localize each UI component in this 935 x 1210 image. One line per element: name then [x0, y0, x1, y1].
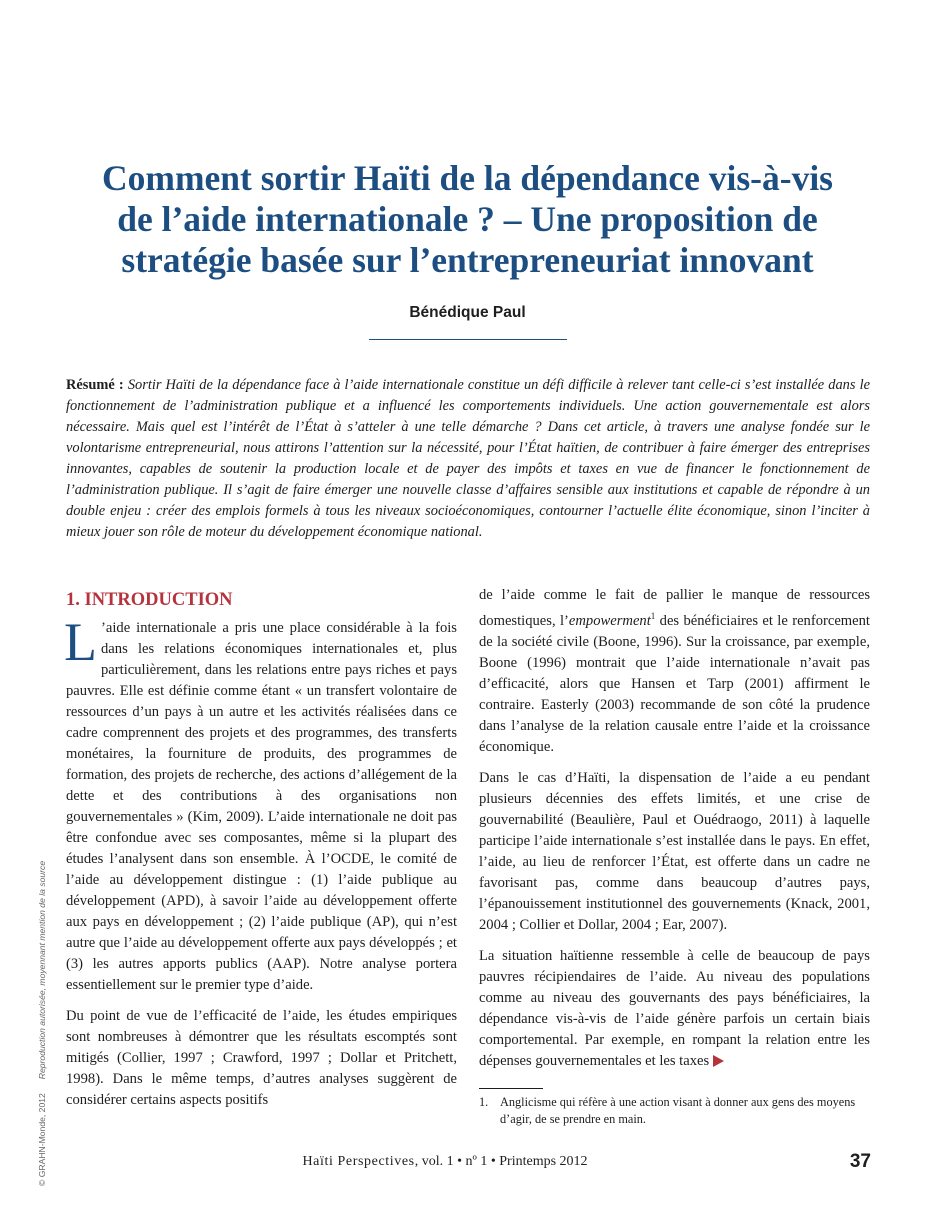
continue-arrow-icon — [713, 1055, 724, 1067]
section-heading: 1. INTRODUCTION — [66, 590, 233, 610]
journal-name: Haïti Perspectives — [302, 1154, 415, 1169]
paragraph-text: des bénéficiaires et le renforcement de la société civile (Boone, 1996). Sur la croissance, par exemple, Boone (1996) montrait que l’aide internationale n’avait pas d’efficacité, alors que Hansen et Tarp (2001) affirment le contraire. Easterly (2003) recommande de son côté la prudence dans l’analyse de la relation causale entre l’aide et la croissance économique. — [479, 612, 870, 755]
footnote-ref[interactable]: 1 — [650, 611, 656, 621]
page-number: 37 — [849, 1151, 871, 1172]
paragraph-text: ’aide internationale a pris une place considérable à la fois dans les relations économiques internationales et, plus particulièrement, dans les relations entre pays riches et pays pauvres. Elle est définie comme étant « un transfert volontaire de ressources d’un pays à un autre et les activités réalisées dans ce cadre comprennent des projets et des programmes, des transferts monétaires, la fourniture de produits, des programmes de formation, des projets de recherche, des actions d’allégement de la dette et des contributions à des organisations non gouvernementales » (Kim, 2009). L’aide internationale ne doit pas être confondue avec ses composantes, même si la plupart des études l’analysent dans son ensemble. À l’OCDE, le comité de l’aide au développement distingue : (1) l’aide publique au développement (APD), à savoir l’aide au développement offerte aux pays en développement ; (2) l’aide publique (AP), qui n’est autre que l’aide au développement offerte aux pays développés ; et (3) les autres apports publics (AAP). Notre analyse portera essentiellement sur le premier type d’aide. — [66, 620, 457, 993]
paragraph: Du point de vue de l’efficacité de l’aide, les études empiriques sont nombreuses à démontrer que les résultats escomptés sont mitigés (Collier, 1997 ; Crawford, 1997 ; Dollar et Pritchett, 1998). Dans le même temps, d’autres analyses suggèrent de considérer certains aspects positifs — [66, 1008, 457, 1108]
paragraph — [479, 585, 870, 758]
paragraph — [479, 946, 870, 1072]
side-copyright — [37, 861, 47, 1186]
footnote-number: 1. — [479, 1095, 489, 1109]
title-line: Comment sortir Haïti de la dépendance vis-à-vis — [102, 158, 833, 198]
left-column — [66, 585, 457, 1121]
author-name: Bénédique Paul — [409, 304, 526, 321]
footnote — [479, 1094, 870, 1128]
paragraph: Dans le cas d’Haïti, la dispensation de l’aide a eu pendant plusieurs décennies des effets limités, et une crise de gouvernabilité (Beaulière, Paul et Ouédraogo, 2011) à laquelle participe l’aide internationale s’est installée dans le pays. En effet, l’aide, au lieu de renforcer l’État, est offerte dans un cadre ne favorisant pas, comme dans beaucoup d’autres pays, l’épanouissement institutionnel des gouvernements (Knack, 2001, 2004 ; Collier et Dollar, 2004 ; Ear, 2007). — [479, 769, 870, 933]
issue-info: , vol. 1 • nº 1 • Printemps 2012 — [414, 1154, 588, 1169]
right-column — [479, 585, 870, 1082]
title-line: de l’aide internationale ? – Une proposition de — [117, 199, 818, 239]
reproduction-text: Reproduction autorisée, moyennant mention de la source — [37, 860, 47, 1080]
abstract-label: Résumé : — [66, 377, 124, 393]
author-divider — [369, 339, 567, 340]
page-footer — [270, 1154, 620, 1170]
paragraph-text: La situation haïtienne ressemble à celle de beaucoup de pays pauvres récipiendaires de l’aide. Au niveau des populations comme au niveau des gouvernants des pays bénéficiaires, la dépendance vis-à-vis de l’aide génère parfois un certain biais comportemental. Par exemple, en rompant la relation entre les dépenses gouvernementales et les taxes — [479, 947, 870, 1069]
title-line: stratégie basée sur l’entrepreneuriat innovant — [121, 240, 814, 280]
footnote-text: Anglicisme qui réfère à une action visant à donner aux gens des moyens d’agir, de se prendre en main. — [500, 1095, 856, 1126]
paragraph — [64, 612, 457, 996]
copyright-text: © GRAHN-Monde, 2012 — [37, 1093, 47, 1186]
emphasis-term: empowerment — [568, 612, 651, 629]
abstract-text: Sortir Haïti de la dépendance face à l’aide internationale constitue un défi difficile à relever tant celle-ci s’est installée dans le fonctionnement de l’administration publique et a influencé les comportements individuels. Une action gouvernementale est alors nécessaire. Mais quel est l’intérêt de l’État à s’atteler à une telle démarche ? Dans cet article, à travers une analyse fondée sur le volontarisme entrepreneurial, nous attirons l’attention sur la nécessité, pour l’État haïtien, de contribuer à faire émerger des entreprises innovantes, capables de soutenir la production locale et de payer des impôts et taxes en vue de financer le fonctionnement de l’administration publique. Il s’agit de faire émerger une nouvelle classe d’affaires sensible aux institutions et capable de répondre à un double enjeu : créer des emplois formels à tous les niveaux socioéconomiques, contourner l’actuelle élite économique, sinon l’inciter à mieux jouer son rôle de moteur du développement économique national. — [66, 377, 870, 540]
abstract — [66, 375, 870, 543]
footnote-divider — [479, 1088, 543, 1089]
drop-cap: L — [64, 612, 97, 672]
article-title — [40, 158, 895, 281]
paragraph-text: de l’aide comme le fait de pallier le manque de ressources domestiques, l’ — [479, 587, 870, 629]
